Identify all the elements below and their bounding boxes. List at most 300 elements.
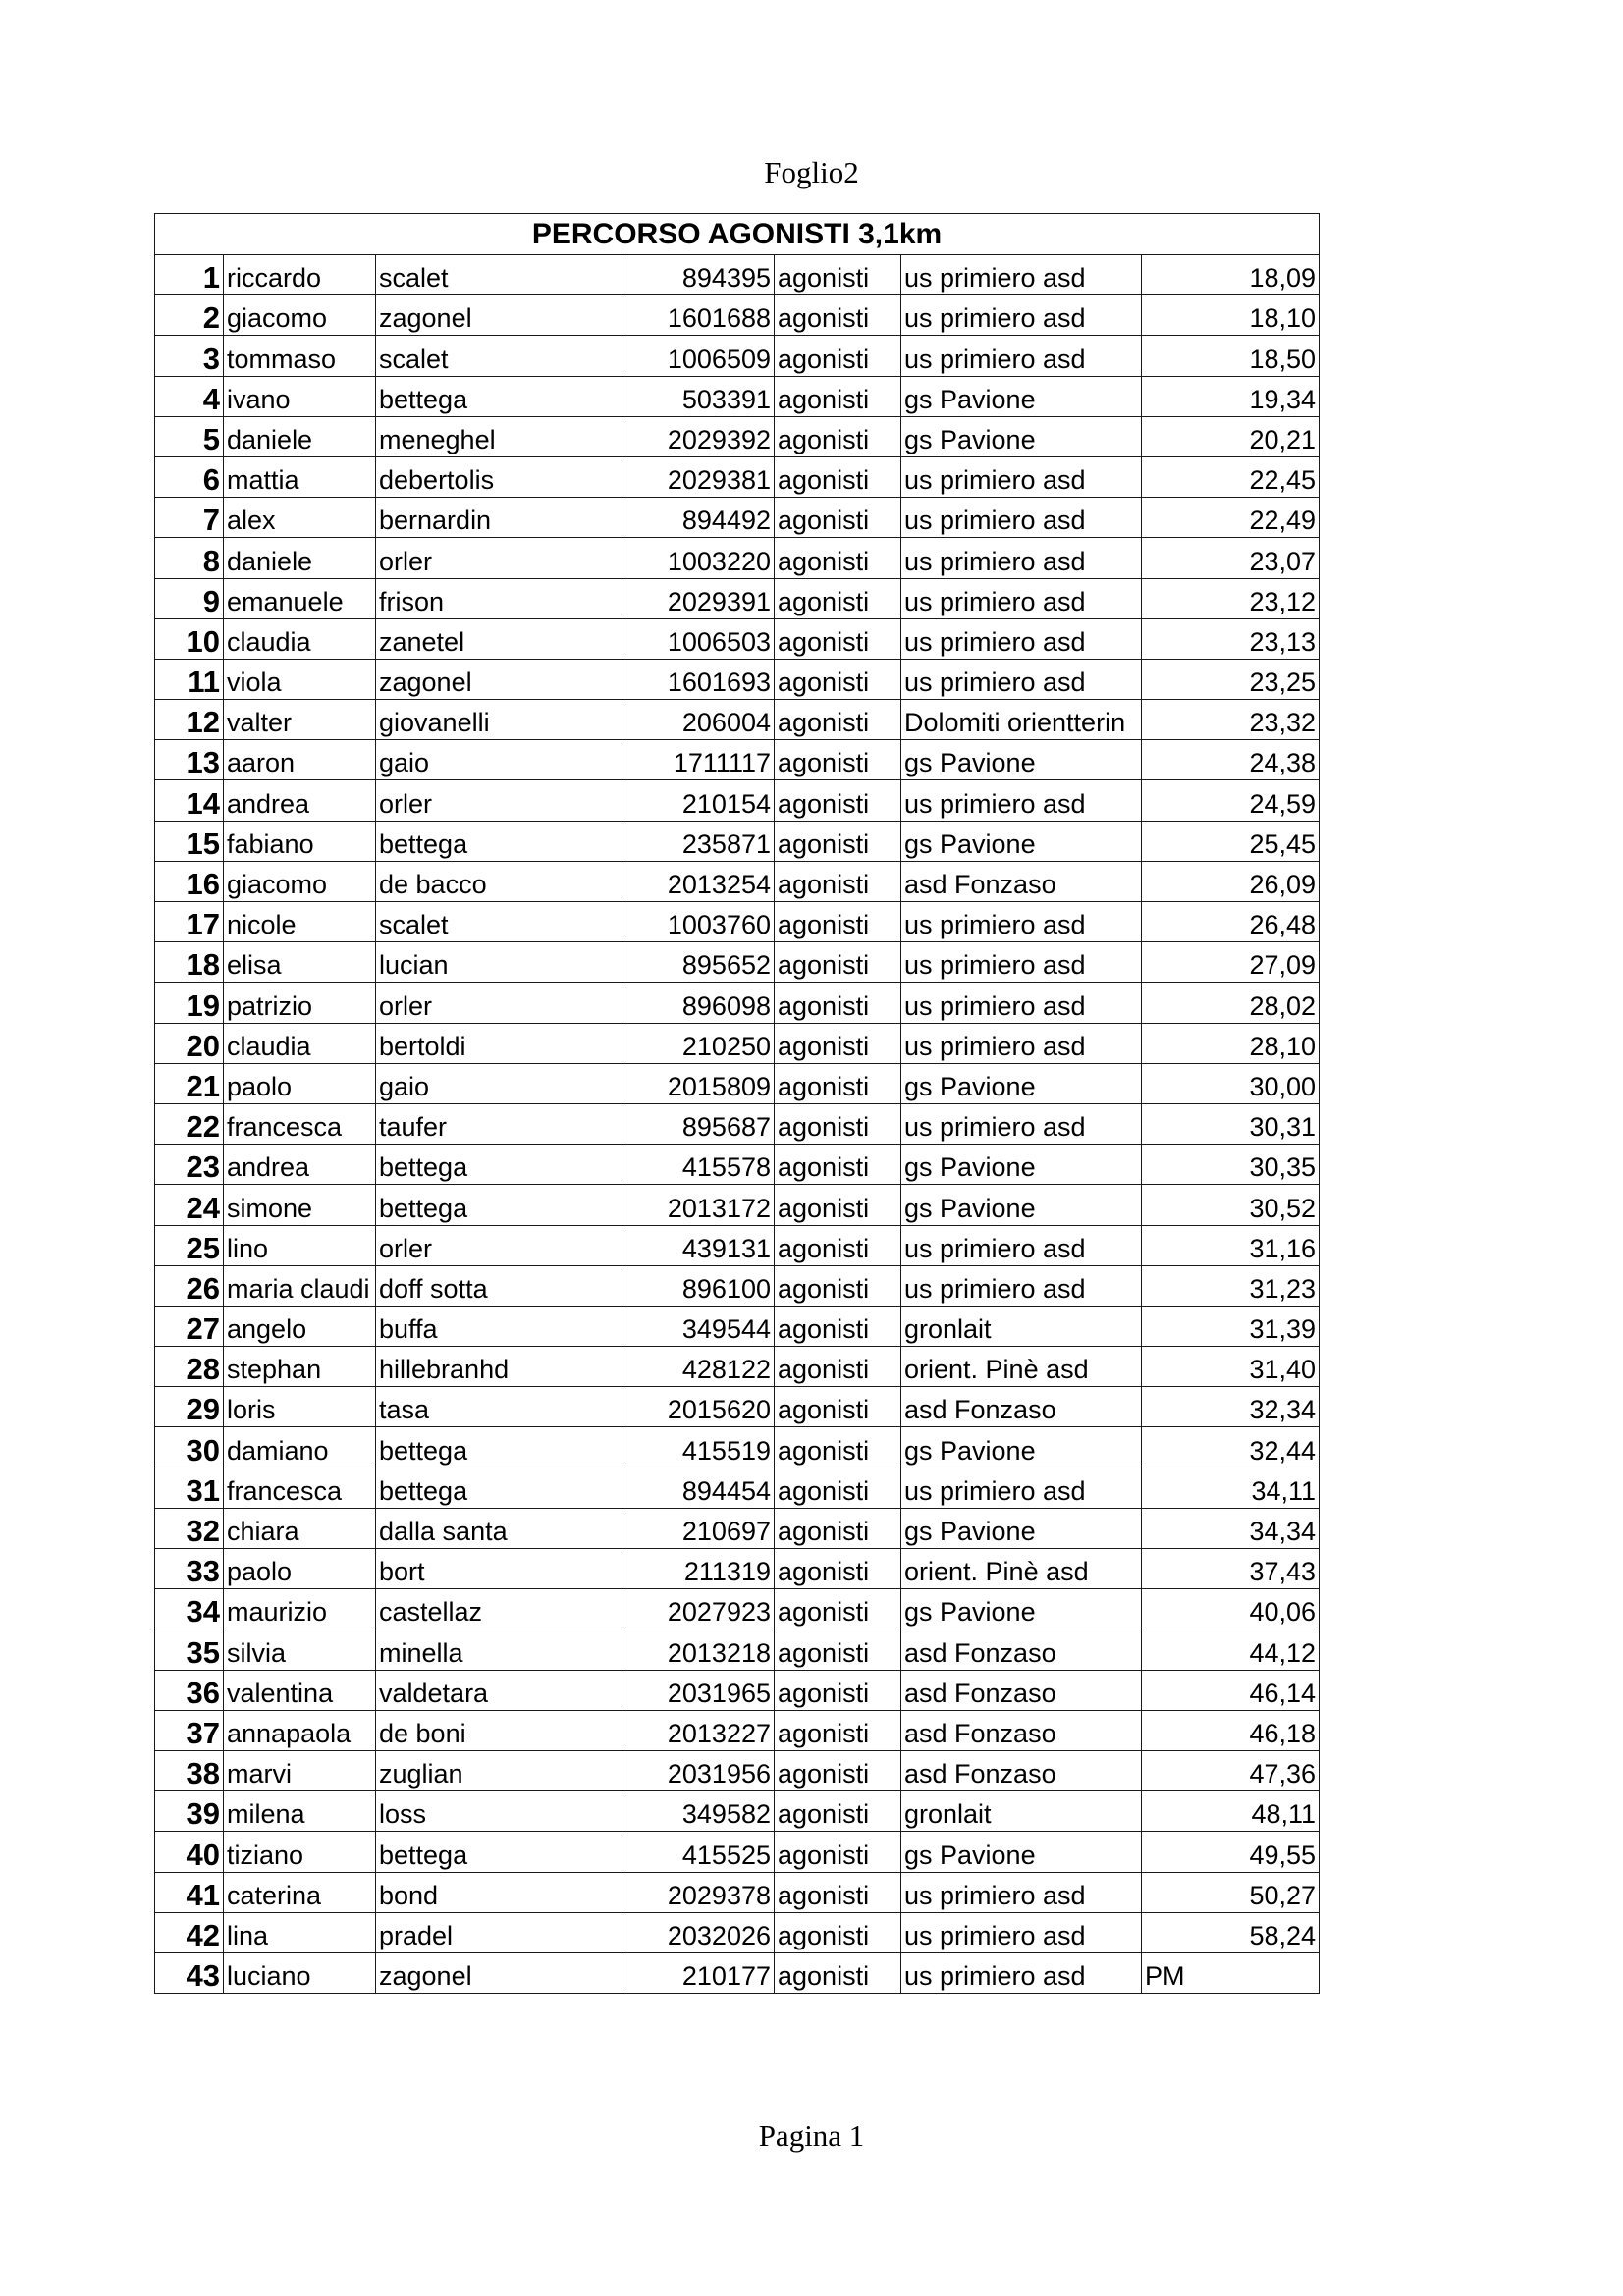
category-cell: agonisti [775, 1952, 901, 1993]
table-row [155, 1670, 1320, 1710]
club-cell: us primiero asd [901, 1872, 1142, 1912]
card-number-cell: 210154 [622, 780, 775, 821]
card-number-cell: 503391 [622, 376, 775, 416]
rank-cell: 41 [155, 1872, 224, 1912]
rank-cell: 2 [155, 295, 224, 336]
table-row [155, 456, 1320, 497]
card-number-cell: 210177 [622, 1952, 775, 1993]
last-name-cell: orler [376, 983, 622, 1023]
last-name-cell: orler [376, 780, 622, 821]
last-name-cell: taufer [376, 1103, 622, 1144]
time-cell: 18,50 [1142, 336, 1320, 376]
club-cell: us primiero asd [901, 1225, 1142, 1265]
rank-cell: 11 [155, 659, 224, 699]
category-cell: agonisti [775, 578, 901, 618]
table-row [155, 861, 1320, 901]
last-name-cell: zuglian [376, 1750, 622, 1790]
first-name-cell: tommaso [224, 336, 376, 376]
first-name-cell: giacomo [224, 295, 376, 336]
card-number-cell: 235871 [622, 821, 775, 861]
table-row [155, 1750, 1320, 1790]
first-name-cell: francesca [224, 1103, 376, 1144]
rank-cell: 14 [155, 780, 224, 821]
club-cell: us primiero asd [901, 780, 1142, 821]
first-name-cell: maurizio [224, 1589, 376, 1629]
rank-cell: 1 [155, 255, 224, 295]
time-cell: 19,34 [1142, 376, 1320, 416]
category-cell: agonisti [775, 498, 901, 538]
table-row [155, 1063, 1320, 1103]
club-cell: us primiero asd [901, 618, 1142, 659]
rank-cell: 33 [155, 1549, 224, 1589]
table-row [155, 1832, 1320, 1872]
last-name-cell: tasa [376, 1387, 622, 1427]
time-cell: 31,39 [1142, 1306, 1320, 1346]
card-number-cell: 211319 [622, 1549, 775, 1589]
first-name-cell: lina [224, 1912, 376, 1952]
rank-cell: 31 [155, 1468, 224, 1508]
rank-cell: 27 [155, 1306, 224, 1346]
card-number-cell: 1601688 [622, 295, 775, 336]
time-cell: 47,36 [1142, 1750, 1320, 1790]
table-row [155, 780, 1320, 821]
table-row [155, 1387, 1320, 1427]
last-name-cell: castellaz [376, 1589, 622, 1629]
table-row [155, 336, 1320, 376]
club-cell: gs Pavione [901, 1508, 1142, 1548]
last-name-cell: bettega [376, 376, 622, 416]
time-cell: PM [1142, 1952, 1320, 1993]
category-cell: agonisti [775, 1468, 901, 1508]
club-cell: asd Fonzaso [901, 1750, 1142, 1790]
last-name-cell: doff sotta [376, 1265, 622, 1306]
last-name-cell: bond [376, 1872, 622, 1912]
first-name-cell: giacomo [224, 861, 376, 901]
category-cell: agonisti [775, 1306, 901, 1346]
category-cell: agonisti [775, 336, 901, 376]
club-cell: gs Pavione [901, 416, 1142, 456]
club-cell: us primiero asd [901, 295, 1142, 336]
time-cell: 58,24 [1142, 1912, 1320, 1952]
last-name-cell: buffa [376, 1306, 622, 1346]
time-cell: 18,10 [1142, 295, 1320, 336]
category-cell: agonisti [775, 1347, 901, 1387]
rank-cell: 38 [155, 1750, 224, 1790]
table-row [155, 1023, 1320, 1063]
card-number-cell: 2029381 [622, 456, 775, 497]
table-row [155, 821, 1320, 861]
time-cell: 28,10 [1142, 1023, 1320, 1063]
club-cell: us primiero asd [901, 1265, 1142, 1306]
first-name-cell: patrizio [224, 983, 376, 1023]
first-name-cell: damiano [224, 1427, 376, 1468]
club-cell: us primiero asd [901, 1023, 1142, 1063]
club-cell: us primiero asd [901, 983, 1142, 1023]
table-row [155, 295, 1320, 336]
last-name-cell: pradel [376, 1912, 622, 1952]
rank-cell: 40 [155, 1832, 224, 1872]
first-name-cell: luciano [224, 1952, 376, 1993]
category-cell: agonisti [775, 700, 901, 740]
card-number-cell: 2013254 [622, 861, 775, 901]
first-name-cell: andrea [224, 1145, 376, 1185]
time-cell: 26,48 [1142, 902, 1320, 942]
card-number-cell: 894492 [622, 498, 775, 538]
card-number-cell: 439131 [622, 1225, 775, 1265]
table-row [155, 1872, 1320, 1912]
rank-cell: 22 [155, 1103, 224, 1144]
club-cell: us primiero asd [901, 902, 1142, 942]
club-cell: gs Pavione [901, 821, 1142, 861]
last-name-cell: bernardin [376, 498, 622, 538]
last-name-cell: meneghel [376, 416, 622, 456]
category-cell: agonisti [775, 376, 901, 416]
time-cell: 23,25 [1142, 659, 1320, 699]
last-name-cell: orler [376, 1225, 622, 1265]
last-name-cell: minella [376, 1629, 622, 1670]
time-cell: 24,38 [1142, 740, 1320, 780]
club-cell: gronlait [901, 1791, 1142, 1832]
first-name-cell: francesca [224, 1468, 376, 1508]
time-cell: 31,23 [1142, 1265, 1320, 1306]
category-cell: agonisti [775, 416, 901, 456]
last-name-cell: bettega [376, 1832, 622, 1872]
first-name-cell: stephan [224, 1347, 376, 1387]
table-row [155, 700, 1320, 740]
table-row [155, 1265, 1320, 1306]
rank-cell: 43 [155, 1952, 224, 1993]
category-cell: agonisti [775, 902, 901, 942]
club-cell: gs Pavione [901, 1063, 1142, 1103]
table-row [155, 255, 1320, 295]
table-row [155, 1468, 1320, 1508]
rank-cell: 3 [155, 336, 224, 376]
time-cell: 22,49 [1142, 498, 1320, 538]
category-cell: agonisti [775, 1023, 901, 1063]
club-cell: us primiero asd [901, 336, 1142, 376]
category-cell: agonisti [775, 255, 901, 295]
table-row [155, 1103, 1320, 1144]
first-name-cell: riccardo [224, 255, 376, 295]
first-name-cell: marvi [224, 1750, 376, 1790]
category-cell: agonisti [775, 1912, 901, 1952]
first-name-cell: loris [224, 1387, 376, 1427]
category-cell: agonisti [775, 1750, 901, 1790]
rank-cell: 29 [155, 1387, 224, 1427]
time-cell: 24,59 [1142, 780, 1320, 821]
card-number-cell: 349582 [622, 1791, 775, 1832]
last-name-cell: scalet [376, 902, 622, 942]
first-name-cell: ivano [224, 376, 376, 416]
last-name-cell: dalla santa [376, 1508, 622, 1548]
club-cell: us primiero asd [901, 456, 1142, 497]
time-cell: 48,11 [1142, 1791, 1320, 1832]
club-cell: gronlait [901, 1306, 1142, 1346]
time-cell: 18,09 [1142, 255, 1320, 295]
card-number-cell: 2013227 [622, 1710, 775, 1750]
card-number-cell: 349544 [622, 1306, 775, 1346]
time-cell: 23,07 [1142, 538, 1320, 578]
rank-cell: 24 [155, 1185, 224, 1225]
last-name-cell: de boni [376, 1710, 622, 1750]
club-cell: asd Fonzaso [901, 1670, 1142, 1710]
time-cell: 23,13 [1142, 618, 1320, 659]
card-number-cell: 2029392 [622, 416, 775, 456]
first-name-cell: tiziano [224, 1832, 376, 1872]
rank-cell: 15 [155, 821, 224, 861]
results-body [155, 214, 1320, 1994]
category-cell: agonisti [775, 1145, 901, 1185]
table-row [155, 1347, 1320, 1387]
rank-cell: 21 [155, 1063, 224, 1103]
first-name-cell: mattia [224, 456, 376, 497]
first-name-cell: viola [224, 659, 376, 699]
category-cell: agonisti [775, 538, 901, 578]
last-name-cell: bettega [376, 1185, 622, 1225]
club-cell: asd Fonzaso [901, 1387, 1142, 1427]
category-cell: agonisti [775, 1629, 901, 1670]
category-cell: agonisti [775, 740, 901, 780]
card-number-cell: 894395 [622, 255, 775, 295]
sheet-name: Foglio2 [764, 155, 859, 189]
last-name-cell: zanetel [376, 618, 622, 659]
category-cell: agonisti [775, 1103, 901, 1144]
club-cell: us primiero asd [901, 659, 1142, 699]
card-number-cell: 2029391 [622, 578, 775, 618]
time-cell: 25,45 [1142, 821, 1320, 861]
category-cell: agonisti [775, 983, 901, 1023]
rank-cell: 12 [155, 700, 224, 740]
category-cell: agonisti [775, 1063, 901, 1103]
card-number-cell: 2015620 [622, 1387, 775, 1427]
last-name-cell: orler [376, 538, 622, 578]
card-number-cell: 1006503 [622, 618, 775, 659]
table-row [155, 1508, 1320, 1548]
table-row [155, 1952, 1320, 1993]
category-cell: agonisti [775, 1872, 901, 1912]
card-number-cell: 2013172 [622, 1185, 775, 1225]
club-cell: orient. Pinè asd [901, 1549, 1142, 1589]
first-name-cell: elisa [224, 942, 376, 983]
first-name-cell: chiara [224, 1508, 376, 1548]
first-name-cell: nicole [224, 902, 376, 942]
card-number-cell: 896100 [622, 1265, 775, 1306]
last-name-cell: bettega [376, 1427, 622, 1468]
card-number-cell: 2029378 [622, 1872, 775, 1912]
table-row [155, 1629, 1320, 1670]
table-row [155, 902, 1320, 942]
category-cell: agonisti [775, 1791, 901, 1832]
table-row [155, 1912, 1320, 1952]
first-name-cell: claudia [224, 618, 376, 659]
table-row [155, 659, 1320, 699]
last-name-cell: giovanelli [376, 700, 622, 740]
table-row [155, 1306, 1320, 1346]
club-cell: us primiero asd [901, 538, 1142, 578]
last-name-cell: gaio [376, 1063, 622, 1103]
category-cell: agonisti [775, 1508, 901, 1548]
first-name-cell: annapaola [224, 1710, 376, 1750]
time-cell: 26,09 [1142, 861, 1320, 901]
club-cell: gs Pavione [901, 1185, 1142, 1225]
rank-cell: 36 [155, 1670, 224, 1710]
club-cell: Dolomiti orientterin [901, 700, 1142, 740]
time-cell: 37,43 [1142, 1549, 1320, 1589]
club-cell: gs Pavione [901, 1145, 1142, 1185]
last-name-cell: bettega [376, 1145, 622, 1185]
first-name-cell: aaron [224, 740, 376, 780]
club-cell: us primiero asd [901, 1468, 1142, 1508]
last-name-cell: bettega [376, 821, 622, 861]
category-cell: agonisti [775, 1710, 901, 1750]
first-name-cell: alex [224, 498, 376, 538]
card-number-cell: 415578 [622, 1145, 775, 1185]
first-name-cell: milena [224, 1791, 376, 1832]
time-cell: 34,34 [1142, 1508, 1320, 1548]
category-cell: agonisti [775, 1832, 901, 1872]
results-table [154, 213, 1320, 1994]
time-cell: 22,45 [1142, 456, 1320, 497]
card-number-cell: 1003760 [622, 902, 775, 942]
category-cell: agonisti [775, 1427, 901, 1468]
time-cell: 31,40 [1142, 1347, 1320, 1387]
first-name-cell: claudia [224, 1023, 376, 1063]
first-name-cell: valter [224, 700, 376, 740]
card-number-cell: 2027923 [622, 1589, 775, 1629]
last-name-cell: hillebranhd [376, 1347, 622, 1387]
rank-cell: 23 [155, 1145, 224, 1185]
last-name-cell: gaio [376, 740, 622, 780]
card-number-cell: 2013218 [622, 1629, 775, 1670]
rank-cell: 16 [155, 861, 224, 901]
rank-cell: 42 [155, 1912, 224, 1952]
club-cell: gs Pavione [901, 376, 1142, 416]
rank-cell: 9 [155, 578, 224, 618]
first-name-cell: silvia [224, 1629, 376, 1670]
category-cell: agonisti [775, 821, 901, 861]
last-name-cell: debertolis [376, 456, 622, 497]
table-row [155, 1549, 1320, 1589]
category-cell: agonisti [775, 456, 901, 497]
rank-cell: 13 [155, 740, 224, 780]
club-cell: us primiero asd [901, 1912, 1142, 1952]
card-number-cell: 210697 [622, 1508, 775, 1548]
card-number-cell: 1003220 [622, 538, 775, 578]
last-name-cell: scalet [376, 255, 622, 295]
rank-cell: 20 [155, 1023, 224, 1063]
card-number-cell: 895652 [622, 942, 775, 983]
time-cell: 31,16 [1142, 1225, 1320, 1265]
table-row [155, 498, 1320, 538]
rank-cell: 10 [155, 618, 224, 659]
rank-cell: 18 [155, 942, 224, 983]
card-number-cell: 2031965 [622, 1670, 775, 1710]
card-number-cell: 1601693 [622, 659, 775, 699]
first-name-cell: caterina [224, 1872, 376, 1912]
page-footer: Pagina 1 [758, 2118, 865, 2153]
card-number-cell: 896098 [622, 983, 775, 1023]
last-name-cell: frison [376, 578, 622, 618]
first-name-cell: angelo [224, 1306, 376, 1346]
time-cell: 49,55 [1142, 1832, 1320, 1872]
first-name-cell: maria claudi [224, 1265, 376, 1306]
rank-cell: 26 [155, 1265, 224, 1306]
club-cell: us primiero asd [901, 942, 1142, 983]
table-row [155, 416, 1320, 456]
time-cell: 30,35 [1142, 1145, 1320, 1185]
table-row [155, 578, 1320, 618]
last-name-cell: lucian [376, 942, 622, 983]
table-row [155, 376, 1320, 416]
first-name-cell: andrea [224, 780, 376, 821]
table-title: PERCORSO AGONISTI 3,1km [155, 214, 1320, 255]
table-row [155, 618, 1320, 659]
rank-cell: 8 [155, 538, 224, 578]
time-cell: 46,18 [1142, 1710, 1320, 1750]
time-cell: 30,31 [1142, 1103, 1320, 1144]
last-name-cell: valdetara [376, 1670, 622, 1710]
rank-cell: 25 [155, 1225, 224, 1265]
rank-cell: 17 [155, 902, 224, 942]
card-number-cell: 2031956 [622, 1750, 775, 1790]
table-row [155, 1145, 1320, 1185]
rank-cell: 34 [155, 1589, 224, 1629]
rank-cell: 6 [155, 456, 224, 497]
first-name-cell: lino [224, 1225, 376, 1265]
last-name-cell: zagonel [376, 295, 622, 336]
time-cell: 40,06 [1142, 1589, 1320, 1629]
club-cell: gs Pavione [901, 1589, 1142, 1629]
club-cell: asd Fonzaso [901, 1629, 1142, 1670]
first-name-cell: paolo [224, 1063, 376, 1103]
time-cell: 50,27 [1142, 1872, 1320, 1912]
club-cell: gs Pavione [901, 1832, 1142, 1872]
table-row [155, 1185, 1320, 1225]
last-name-cell: zagonel [376, 659, 622, 699]
category-cell: agonisti [775, 659, 901, 699]
table-row [155, 942, 1320, 983]
card-number-cell: 895687 [622, 1103, 775, 1144]
card-number-cell: 206004 [622, 700, 775, 740]
table-row [155, 983, 1320, 1023]
club-cell: asd Fonzaso [901, 861, 1142, 901]
time-cell: 30,00 [1142, 1063, 1320, 1103]
club-cell: us primiero asd [901, 578, 1142, 618]
card-number-cell: 894454 [622, 1468, 775, 1508]
club-cell: orient. Pinè asd [901, 1347, 1142, 1387]
card-number-cell: 1006509 [622, 336, 775, 376]
club-cell: us primiero asd [901, 1952, 1142, 1993]
category-cell: agonisti [775, 1387, 901, 1427]
card-number-cell: 2015809 [622, 1063, 775, 1103]
time-cell: 23,32 [1142, 700, 1320, 740]
rank-cell: 5 [155, 416, 224, 456]
table-row [155, 1710, 1320, 1750]
category-cell: agonisti [775, 1549, 901, 1589]
first-name-cell: daniele [224, 538, 376, 578]
category-cell: agonisti [775, 861, 901, 901]
last-name-cell: bertoldi [376, 1023, 622, 1063]
title-row [155, 214, 1320, 255]
first-name-cell: daniele [224, 416, 376, 456]
card-number-cell: 2032026 [622, 1912, 775, 1952]
time-cell: 34,11 [1142, 1468, 1320, 1508]
club-cell: us primiero asd [901, 255, 1142, 295]
card-number-cell: 1711117 [622, 740, 775, 780]
category-cell: agonisti [775, 295, 901, 336]
card-number-cell: 210250 [622, 1023, 775, 1063]
first-name-cell: fabiano [224, 821, 376, 861]
